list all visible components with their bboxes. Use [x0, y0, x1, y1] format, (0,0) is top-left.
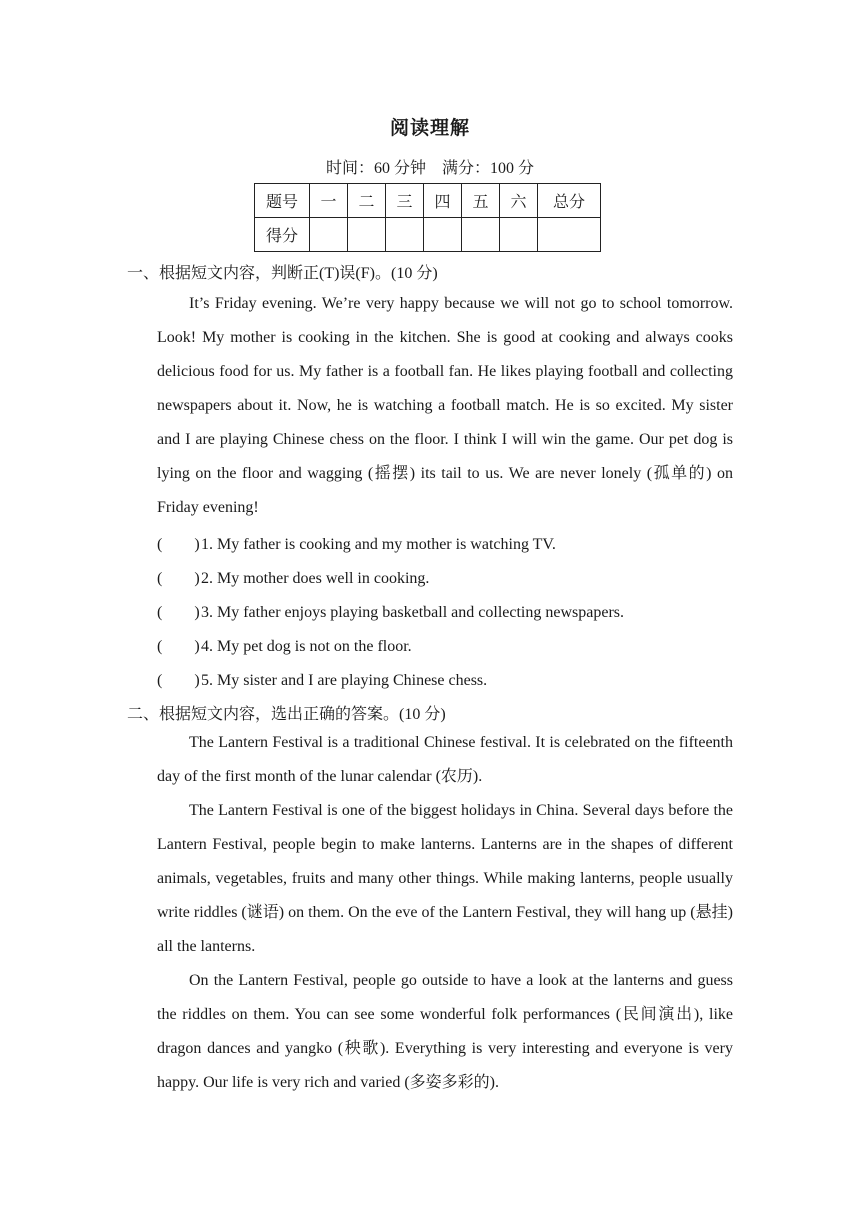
question-text: 2. My mother does well in cooking.: [201, 570, 430, 587]
score-cell-1: 一: [310, 184, 348, 218]
score-table-header-row: [255, 184, 601, 218]
answer-blank[interactable]: ( ): [157, 672, 200, 689]
question-text: 1. My father is cooking and my mother is watching TV.: [201, 536, 556, 553]
section-2-heading: 二、根据短文内容，选出正确的答案。(10 分): [127, 706, 446, 723]
score-cell-total: 总分: [538, 184, 601, 218]
score-row-label: 得分: [255, 218, 310, 252]
question-1: [157, 531, 556, 554]
passage-paragraph: It’s Friday evening. We’re very happy because we will not go to school tomorrow. Look! My mother is cooking in the kitchen. She is good at cooking and always cooks delicious food for us. My father is a football fan. He likes playing football and collecting newspapers about it. Now, he is watching a football match. He is so excited. My sister and I are playing Chinese chess on the floor. I think I will win the game. Our pet dog is lying on the floor and wagging (摇摆) its tail to us. We are never lonely (孤单的) on Friday evening!: [157, 295, 733, 516]
question-2: [157, 565, 429, 588]
score-blank: [348, 218, 386, 252]
passage-paragraph: The Lantern Festival is one of the biggest holidays in China. Several days before the Lantern Festival, people begin to make lanterns. Lanterns are in the shapes of different animals, vegetables, fruits and many other things. While making lanterns, people usually write riddles (谜语) on them. On the eve of the Lantern Festival, they will hang up (悬挂) all the lanterns.: [157, 802, 733, 955]
question-text: 4. My pet dog is not on the floor.: [201, 638, 412, 655]
score-cell-label: 题号: [255, 184, 310, 218]
question-5: [157, 667, 487, 690]
answer-blank[interactable]: ( ): [157, 536, 200, 553]
score-blank: [386, 218, 424, 252]
passage-paragraph: The Lantern Festival is a traditional Chinese festival. It is celebrated on the fifteenth day of the first month of the lunar calendar (农历).: [157, 734, 733, 785]
question-text: 5. My sister and I are playing Chinese chess.: [201, 672, 488, 689]
score-cell-6: 六: [500, 184, 538, 218]
answer-blank[interactable]: ( ): [157, 638, 200, 655]
score-blank: [310, 218, 348, 252]
score-blank: [462, 218, 500, 252]
score-cell-4: 四: [424, 184, 462, 218]
question-3: [157, 599, 624, 622]
score-cell-5: 五: [462, 184, 500, 218]
answer-blank[interactable]: ( ): [157, 570, 200, 587]
score-cell-2: 二: [348, 184, 386, 218]
section-1-passage: [157, 287, 733, 525]
section-1-heading: 一、根据短文内容，判断正(T)误(F)。(10 分): [127, 265, 438, 282]
question-text: 3. My father enjoys playing basketball and collecting newspapers.: [201, 604, 624, 621]
page-title: 阅读理解: [389, 118, 470, 139]
answer-blank[interactable]: ( ): [157, 604, 200, 621]
section-2-passage: [157, 726, 733, 1100]
score-blank: [424, 218, 462, 252]
score-blank: [538, 218, 601, 252]
score-blank: [500, 218, 538, 252]
score-cell-3: 三: [386, 184, 424, 218]
score-table: [254, 183, 601, 252]
passage-paragraph: On the Lantern Festival, people go outside to have a look at the lanterns and guess the riddles on them. You can see some wonderful folk performances (民间演出), like dragon dances and yangko (秧歌). Everything is very interesting and everyone is very happy. Our life is very rich and varied (多姿多彩的).: [157, 972, 733, 1091]
exam-info: 时间：60 分钟 满分：100 分: [325, 160, 534, 177]
score-table-score-row: [255, 218, 601, 252]
question-4: [157, 633, 412, 656]
